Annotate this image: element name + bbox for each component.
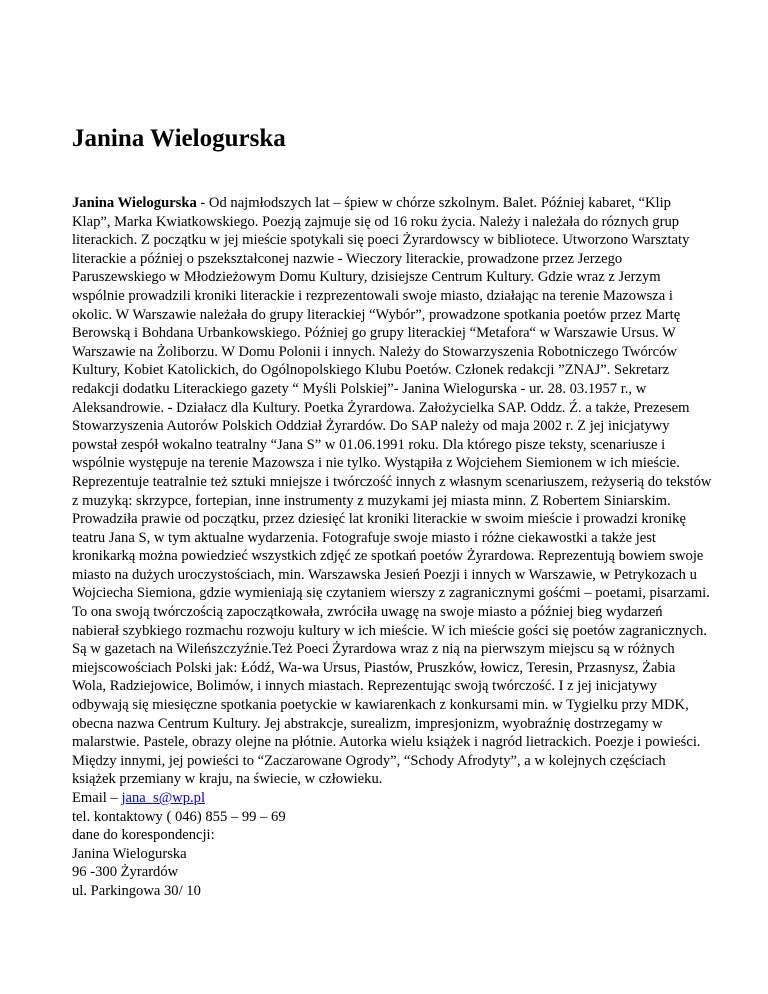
bio-paragraph xyxy=(72,194,712,789)
address-street: ul. Parkingowa 30/ 10 xyxy=(72,882,201,899)
address-label: dane do korespondencji: xyxy=(72,827,215,844)
phone-line: tel. kontaktowy ( 046) 855 – 99 – 69 xyxy=(72,808,286,825)
address-name: Janina Wielogurska xyxy=(72,845,187,862)
page-title: Janina Wielogurska xyxy=(72,125,286,152)
bio-name: Janina Wielogurska xyxy=(72,195,197,211)
email-line xyxy=(72,789,712,808)
address-city: 96 -300 Żyrardów xyxy=(72,864,179,881)
email-link[interactable]: jana_s@wp.pl xyxy=(121,790,206,806)
document-page xyxy=(72,124,712,901)
email-label: Email – xyxy=(72,790,122,806)
contact-block xyxy=(72,789,712,901)
bio-text: - Od najmłodszych lat – śpiew w chórze szkolnym. Balet. Później kabaret, “Klip Klap”, Marka Kwiatkowskiego. Poezją zajmuje się od 16 roku życia. Należy i należała do róznych grup literackich. Z początku w jej mieście spotykali się poeci Żyrardowscy w bibliotece. Utworzono Warsztaty literackie a później o pszekształconej nazwie - Wieczory literackie, prowadzone przez Jerzego Paruszewskiego w Młodzieżowym Domu Kultury, dzisiejsze Centrum Kultury. Gdzie wraz z Jerzym wspólnie prowadzili kroniki literackie i rezprezentowali swoje miasto, działając na terenie Mazowsza i okolic. W Warszawie należała do grupy literackiej “Wybór”, prowadzone spotkania poetów przez Martę Berowską i Bohdana Urbankowskiego. Później go grupy literackiej “Metafora“ w Warszawie Ursus. W Warszawie na Żoliborzu. W Domu Polonii i innych. Należy do Stowarzyszenia Robotniczego Twórców Kultury, Kobiet Katolickich, do Ogólnopolskiego Klubu Poetów. Członek redakcji ”ZNAJ”. Sekretarz redakcji dodatku Literackiego gazety “ Myśli Polskiej”- Janina Wielogurska - ur. 28. 03.1957 r., w Aleksandrowie. - Działacz dla Kultury. Poetka Żyrardowa. Założycielka SAP. Oddz. Ź. a także, Prezesem Stowarzyszenia Autorów Polskich Oddział Żyrardów. Do SAP należy od maja 2002 r. Z jej inicjatywy powstał zespół wokalno teatralny “Jana S” w 01.06.1991 roku. Dla którego pisze teksty, scenariusze i wspólnie występuje na terenie Mazowsza i nie tylko. Wystąpiła z Wojciehem Siemionem w ich mieście. Reprezentuje teatralnie też sztuki mniejsze i twórczość innych z własnym scenariuszem, reżyserią do tekstów z muzyką: skrzypce, fortepian, inne instrumenty z muzykami jej miasta minn. Z Robertem Siniarskim. Prowadziła prawie od początku, przez dziesięć lat kroniki literackie w swoim mieście i prowadzi kronikę teatru Jana S, w tym aktualne wydarzenia. Fotografuje swoje miasto i różne ciekawostki a także jest kronikarką można powiedzieć wszystkich zdjęć ze spotkań poetów Żyrardowa. Reprezentują bowiem swoje miasto na dużych uroczystościach, min. Warszawska Jesień Poezji i innych w Warszawie, w Petrykozach u Wojciecha Siemiona, gdzie wymieniają się czytaniem wierszy z zagranicznymi gośćmi – poetami, pisarzami. To ona swoją twórczością zapoczątkowała, zwróciła uwagę na swoje miasto a później bieg wydarzeń nabierał szybkiego rozmachu rozwoju kultury w ich mieście. W ich mieście gości się poetów zagranicznych. Są w gazetach na Wileńszczyźnie.Też Poeci Żyrardowa wraz z nią na pierwszym miejscu są w różnych miejscowościach Polski jak: Łódź, Wa-wa Ursus, Piastów, Pruszków, łowicz, Teresin, Przasnysz, Żabia Wola, Radziejowice, Bolimów, i innych miastach. Reprezentując swoją twórczość. I z jej inicjatywy odbywają się miesięczne spotkania poetyckie w kawiarenkach z konkursami min. w Tygielku przy MDK, obecna nazwa Centrum Kultury. Jej abstrakcje, surealizm, impresjonizm, wyobraźnię dostrzegamy w malarstwie. Pastele, obrazy olejne na płótnie. Autorka wielu książek i nagród lietrackich. Poezje i powieści. Między innymi, jej powieści to “Zaczarowane Ogrody”, “Schody Afrodyty”, a w kolejnych częściach książek przemiany w kraju, na świecie, w człowieku. xyxy=(72,195,712,788)
